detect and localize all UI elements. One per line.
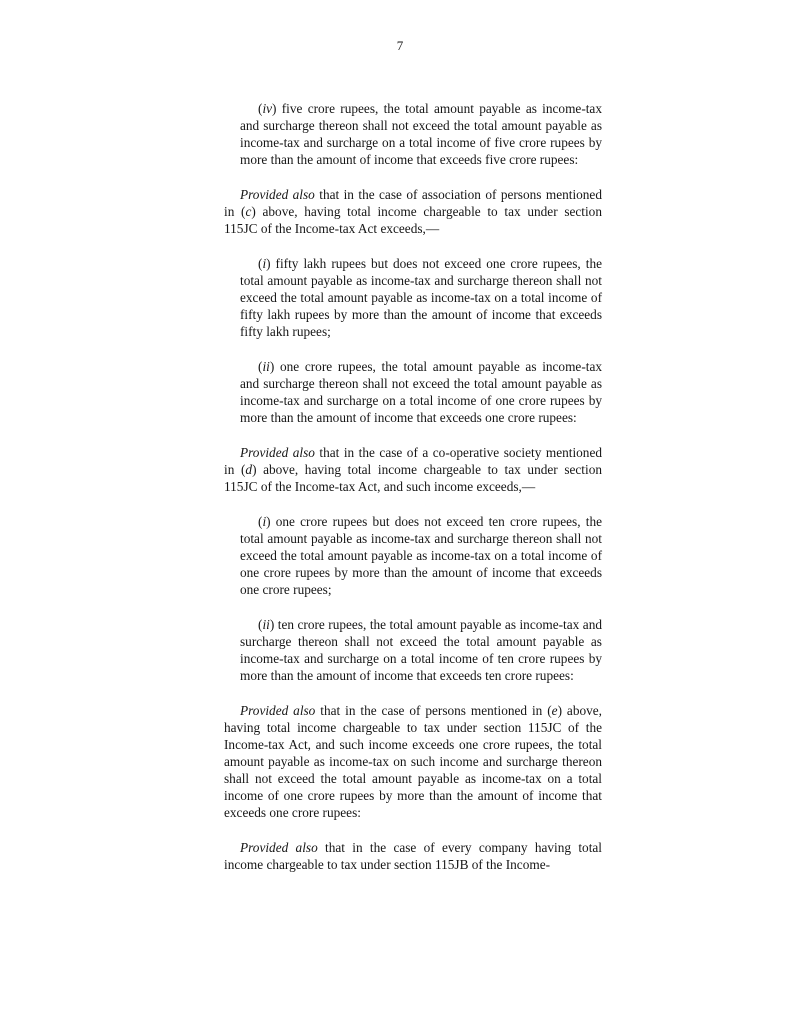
italic-text: d — [245, 462, 253, 477]
clause-paragraph — [240, 616, 602, 684]
italic-text: iv — [262, 101, 273, 116]
italic-text: i — [262, 256, 267, 271]
proviso-paragraph — [224, 186, 602, 237]
body-text: that in the case of association of persons mentioned in ( — [224, 187, 602, 219]
italic-text: Provided also — [240, 187, 315, 202]
body-text: ) above, having total income chargeable to tax under section 115JC of the Income-tax Act exceeds,— — [224, 204, 602, 236]
body-text: ) above, having total income chargeable to tax under section 115JC of the Income-tax Act, and such income exceeds,— — [224, 462, 602, 494]
italic-text: Provided also — [240, 840, 318, 855]
body-text: ) fifty lakh rupees but does not exceed one crore rupees, the total amount payable as income-tax and surcharge thereon shall not exceed the total amount payable as income-tax on a total income of fifty lakh rupees by more than the amount of income that exceeds fifty lakh rupees; — [240, 256, 602, 339]
italic-text: ii — [262, 617, 270, 632]
italic-text: c — [245, 204, 252, 219]
body-text: that in the case of every company having total income chargeable to tax under section 115JB of the Income- — [224, 840, 602, 872]
proviso-paragraph — [224, 702, 602, 821]
body-text: ( — [258, 617, 263, 632]
document-body — [224, 100, 602, 891]
italic-text: i — [262, 514, 267, 529]
clause-paragraph — [240, 255, 602, 340]
body-text: ( — [258, 256, 263, 271]
italic-text: Provided also — [240, 445, 315, 460]
body-text: ) ten crore rupees, the total amount payable as income-tax and surcharge thereon shall not exceed the total amount payable as income-tax and surcharge on a total income of ten crore rupees by more than the amount of income that exceeds ten crore rupees: — [240, 617, 602, 683]
body-text: ) one crore rupees, the total amount payable as income-tax and surcharge thereon shall not exceed the total amount payable as income-tax and surcharge on a total income of one crore rupees by more than the amount of income that exceeds one crore rupees: — [240, 359, 602, 425]
clause-paragraph — [240, 513, 602, 598]
italic-text: ii — [262, 359, 270, 374]
italic-text: Provided also — [240, 703, 316, 718]
clause-paragraph — [240, 100, 602, 168]
proviso-paragraph — [224, 839, 602, 873]
italic-text: e — [551, 703, 558, 718]
page-number: 7 — [396, 38, 404, 53]
body-text: that in the case of a co-operative society mentioned in ( — [224, 445, 602, 477]
body-text: ) one crore rupees but does not exceed ten crore rupees, the total amount payable as income-tax and surcharge thereon shall not exceed the total amount payable as income-tax on a total income of one crore rupees by more than the amount of income that exceeds one crore rupees; — [240, 514, 602, 597]
body-text: ( — [258, 101, 263, 116]
body-text: ) five crore rupees, the total amount payable as income-tax and surcharge thereon shall not exceed the total amount payable as income-tax and surcharge on a total income of five crore rupees by more than the amount of income that exceeds five crore rupees: — [240, 101, 602, 167]
body-text: that in the case of persons mentioned in ( — [315, 703, 552, 718]
body-text: ( — [258, 514, 263, 529]
body-text: ( — [258, 359, 263, 374]
clause-paragraph — [240, 358, 602, 426]
proviso-paragraph — [224, 444, 602, 495]
body-text: ) above, having total income chargeable to tax under section 115JC of the Income-tax Act, and such income exceeds one crore rupees, the total amount payable as income-tax on such income and surcharge thereon shall not exceed the total amount payable as income-tax on a total income of one crore rupees by more than the amount of income that exceeds one crore rupees: — [224, 703, 602, 820]
